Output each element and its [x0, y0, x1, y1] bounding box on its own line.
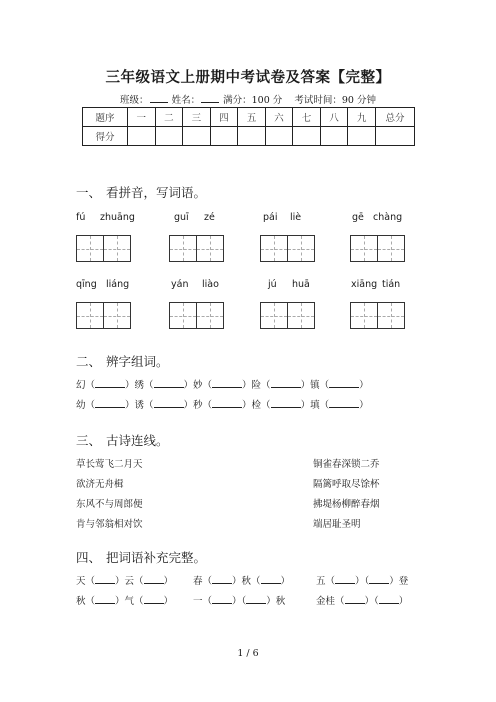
section-4-heading: [76, 548, 206, 566]
section-1-heading: [76, 183, 206, 201]
char-prompt: ）检（: [242, 400, 271, 411]
fill-text: 一（: [193, 596, 213, 607]
answer-blank[interactable]: [144, 593, 164, 604]
pinyin: pái: [263, 212, 278, 223]
bianzi-row-1: [76, 377, 369, 391]
fill-item: [76, 593, 173, 607]
header-cell: 五: [238, 108, 266, 127]
pinyin: xiāng: [351, 279, 378, 290]
answer-blank[interactable]: [246, 593, 266, 604]
header-cell: 总分: [376, 108, 415, 127]
fill-text: ）气（: [115, 596, 144, 607]
pinyin: huā: [292, 279, 310, 290]
answer-blank[interactable]: [261, 573, 281, 584]
score-cell[interactable]: [320, 127, 348, 146]
fill-text: 金桂（: [316, 596, 345, 607]
header-cell: 三: [183, 108, 211, 127]
header-cell: 六: [265, 108, 293, 127]
answer-blank[interactable]: [212, 377, 242, 388]
fill-text: ）云（: [115, 576, 144, 587]
fill-item: [76, 573, 173, 587]
char-prompt: ）险（: [242, 380, 271, 391]
section-title: 辨字组词。: [106, 354, 169, 369]
score-cell[interactable]: [376, 127, 415, 146]
score-cell[interactable]: [265, 127, 293, 146]
answer-blank[interactable]: [212, 593, 232, 604]
header-cell: 八: [320, 108, 348, 127]
score-cell[interactable]: [238, 127, 266, 146]
pinyin: zé: [204, 212, 215, 223]
header-cell: 题序: [83, 108, 128, 127]
section-number: 一、: [76, 185, 102, 200]
fill-text: ）: [280, 576, 291, 587]
answer-blank[interactable]: [154, 377, 184, 388]
poem-line-right[interactable]: 铜雀春深锁二乔: [313, 459, 380, 470]
class-label: 班级：: [120, 95, 149, 106]
answer-blank[interactable]: [212, 573, 232, 584]
fill-text: 秋（: [76, 596, 96, 607]
pinyin: qīng: [76, 279, 97, 290]
section-2-heading: [76, 352, 169, 370]
score-cell[interactable]: [348, 127, 376, 146]
char-prompt: ）秒（: [183, 400, 213, 411]
header-cell: 七: [293, 108, 321, 127]
fill-text: ）: [163, 576, 174, 587]
pinyin: gē: [352, 212, 364, 223]
fill-text: 春（: [193, 576, 213, 587]
poem-line-left[interactable]: 东风不与周郎便: [76, 499, 143, 510]
score-cell[interactable]: [210, 127, 238, 146]
answer-blank[interactable]: [95, 397, 125, 408]
fill-text: ）（: [232, 596, 247, 607]
section-number: 四、: [76, 550, 102, 565]
pinyin: chàng: [373, 212, 403, 223]
char-prompt: ）绣（: [125, 380, 154, 391]
pinyin: liào: [202, 279, 219, 290]
row-label: 得分: [83, 127, 128, 146]
writing-box[interactable]: [76, 235, 131, 262]
answer-blank[interactable]: [369, 573, 389, 584]
pinyin: tián: [382, 279, 401, 290]
char-prompt: 幼（: [76, 400, 96, 411]
poem-line-right[interactable]: 端居耻圣明: [313, 519, 361, 530]
score-cell[interactable]: [183, 127, 211, 146]
answer-blank[interactable]: [271, 397, 301, 408]
char-prompt: ）镇（: [300, 380, 330, 391]
fill-item: [193, 593, 285, 607]
name-label: 姓名：: [171, 95, 201, 106]
header-cell: 一: [128, 108, 156, 127]
section-title: 看拼音，写词语。: [106, 185, 207, 200]
score-row: [83, 127, 415, 146]
pinyin: liáng: [106, 279, 130, 290]
answer-blank[interactable]: [95, 573, 115, 584]
answer-blank[interactable]: [144, 573, 164, 584]
poem-line-left[interactable]: 肯与邻翁相对饮: [76, 519, 143, 530]
header-cell: 九: [348, 108, 376, 127]
name-blank[interactable]: [201, 93, 219, 103]
time-label: 考试时间：90 分钟: [294, 95, 376, 106]
poem-line-left[interactable]: 欲济无舟楫: [76, 479, 124, 490]
pinyin: fú: [76, 212, 86, 223]
section-number: 三、: [76, 433, 102, 448]
char-prompt: ）: [359, 400, 369, 411]
char-prompt: 幻（: [76, 380, 96, 391]
poem-line-right[interactable]: 隔篱呼取尽馀杯: [313, 479, 380, 490]
poem-line-right[interactable]: 拂堤杨柳醉春烟: [313, 499, 380, 510]
section-title: 把词语补充完整。: [106, 550, 207, 565]
answer-blank[interactable]: [212, 397, 242, 408]
answer-blank[interactable]: [345, 593, 365, 604]
answer-blank[interactable]: [95, 593, 115, 604]
class-blank[interactable]: [150, 93, 168, 103]
char-prompt: ）妙（: [183, 380, 213, 391]
pinyin: zhuāng: [100, 212, 135, 223]
bianzi-row-2: [76, 397, 369, 411]
fill-text: ）: [163, 596, 174, 607]
score-cell[interactable]: [128, 127, 156, 146]
pinyin: jú: [268, 279, 277, 290]
writing-box[interactable]: [169, 302, 224, 329]
writing-box[interactable]: [260, 235, 315, 262]
answer-blank[interactable]: [335, 573, 355, 584]
fill-text: ）（: [355, 576, 370, 587]
fill-text: ）: [398, 596, 409, 607]
writing-box[interactable]: [350, 235, 405, 262]
answer-blank[interactable]: [271, 377, 301, 388]
writing-box[interactable]: [76, 302, 131, 329]
score-table: [82, 107, 415, 146]
score-cell[interactable]: [293, 127, 321, 146]
fill-text: ）秋: [266, 596, 286, 607]
section-number: 二、: [76, 354, 102, 369]
writing-box[interactable]: [169, 235, 224, 262]
fill-text: ）秋（: [232, 576, 261, 587]
header-cell: 二: [155, 108, 183, 127]
poem-line-left[interactable]: 草长莺飞二月天: [76, 459, 143, 470]
char-prompt: ）: [359, 380, 369, 391]
answer-blank[interactable]: [379, 593, 399, 604]
header-cell: 四: [210, 108, 238, 127]
page-title: 三年级语文上册期中考试卷及答案【完整】: [105, 69, 391, 86]
score-cell[interactable]: [155, 127, 183, 146]
writing-box[interactable]: [350, 302, 405, 329]
pinyin: liè: [290, 212, 302, 223]
section-3-heading: [76, 431, 169, 449]
fill-item: [193, 573, 290, 587]
char-prompt: ）诱（: [125, 400, 154, 411]
fill-item: [316, 593, 408, 607]
answer-blank[interactable]: [95, 377, 125, 388]
pinyin: guī: [174, 212, 189, 223]
char-prompt: ）填（: [300, 400, 330, 411]
writing-box[interactable]: [260, 302, 315, 329]
fill-item: [316, 573, 408, 587]
answer-blank[interactable]: [329, 377, 359, 388]
section-title: 古诗连线。: [106, 433, 169, 448]
answer-blank[interactable]: [329, 397, 359, 408]
answer-blank[interactable]: [154, 397, 184, 408]
score-label: 满分：100 分: [223, 95, 283, 106]
fill-text: 五（: [316, 576, 336, 587]
pinyin: yán: [171, 279, 189, 290]
fill-text: ）登: [389, 576, 409, 587]
fill-text: 天（: [76, 576, 96, 587]
page-number: 1 / 6: [237, 648, 259, 659]
score-header-row: [83, 108, 415, 127]
fill-text: ）（: [364, 596, 379, 607]
exam-info: [0, 92, 496, 106]
